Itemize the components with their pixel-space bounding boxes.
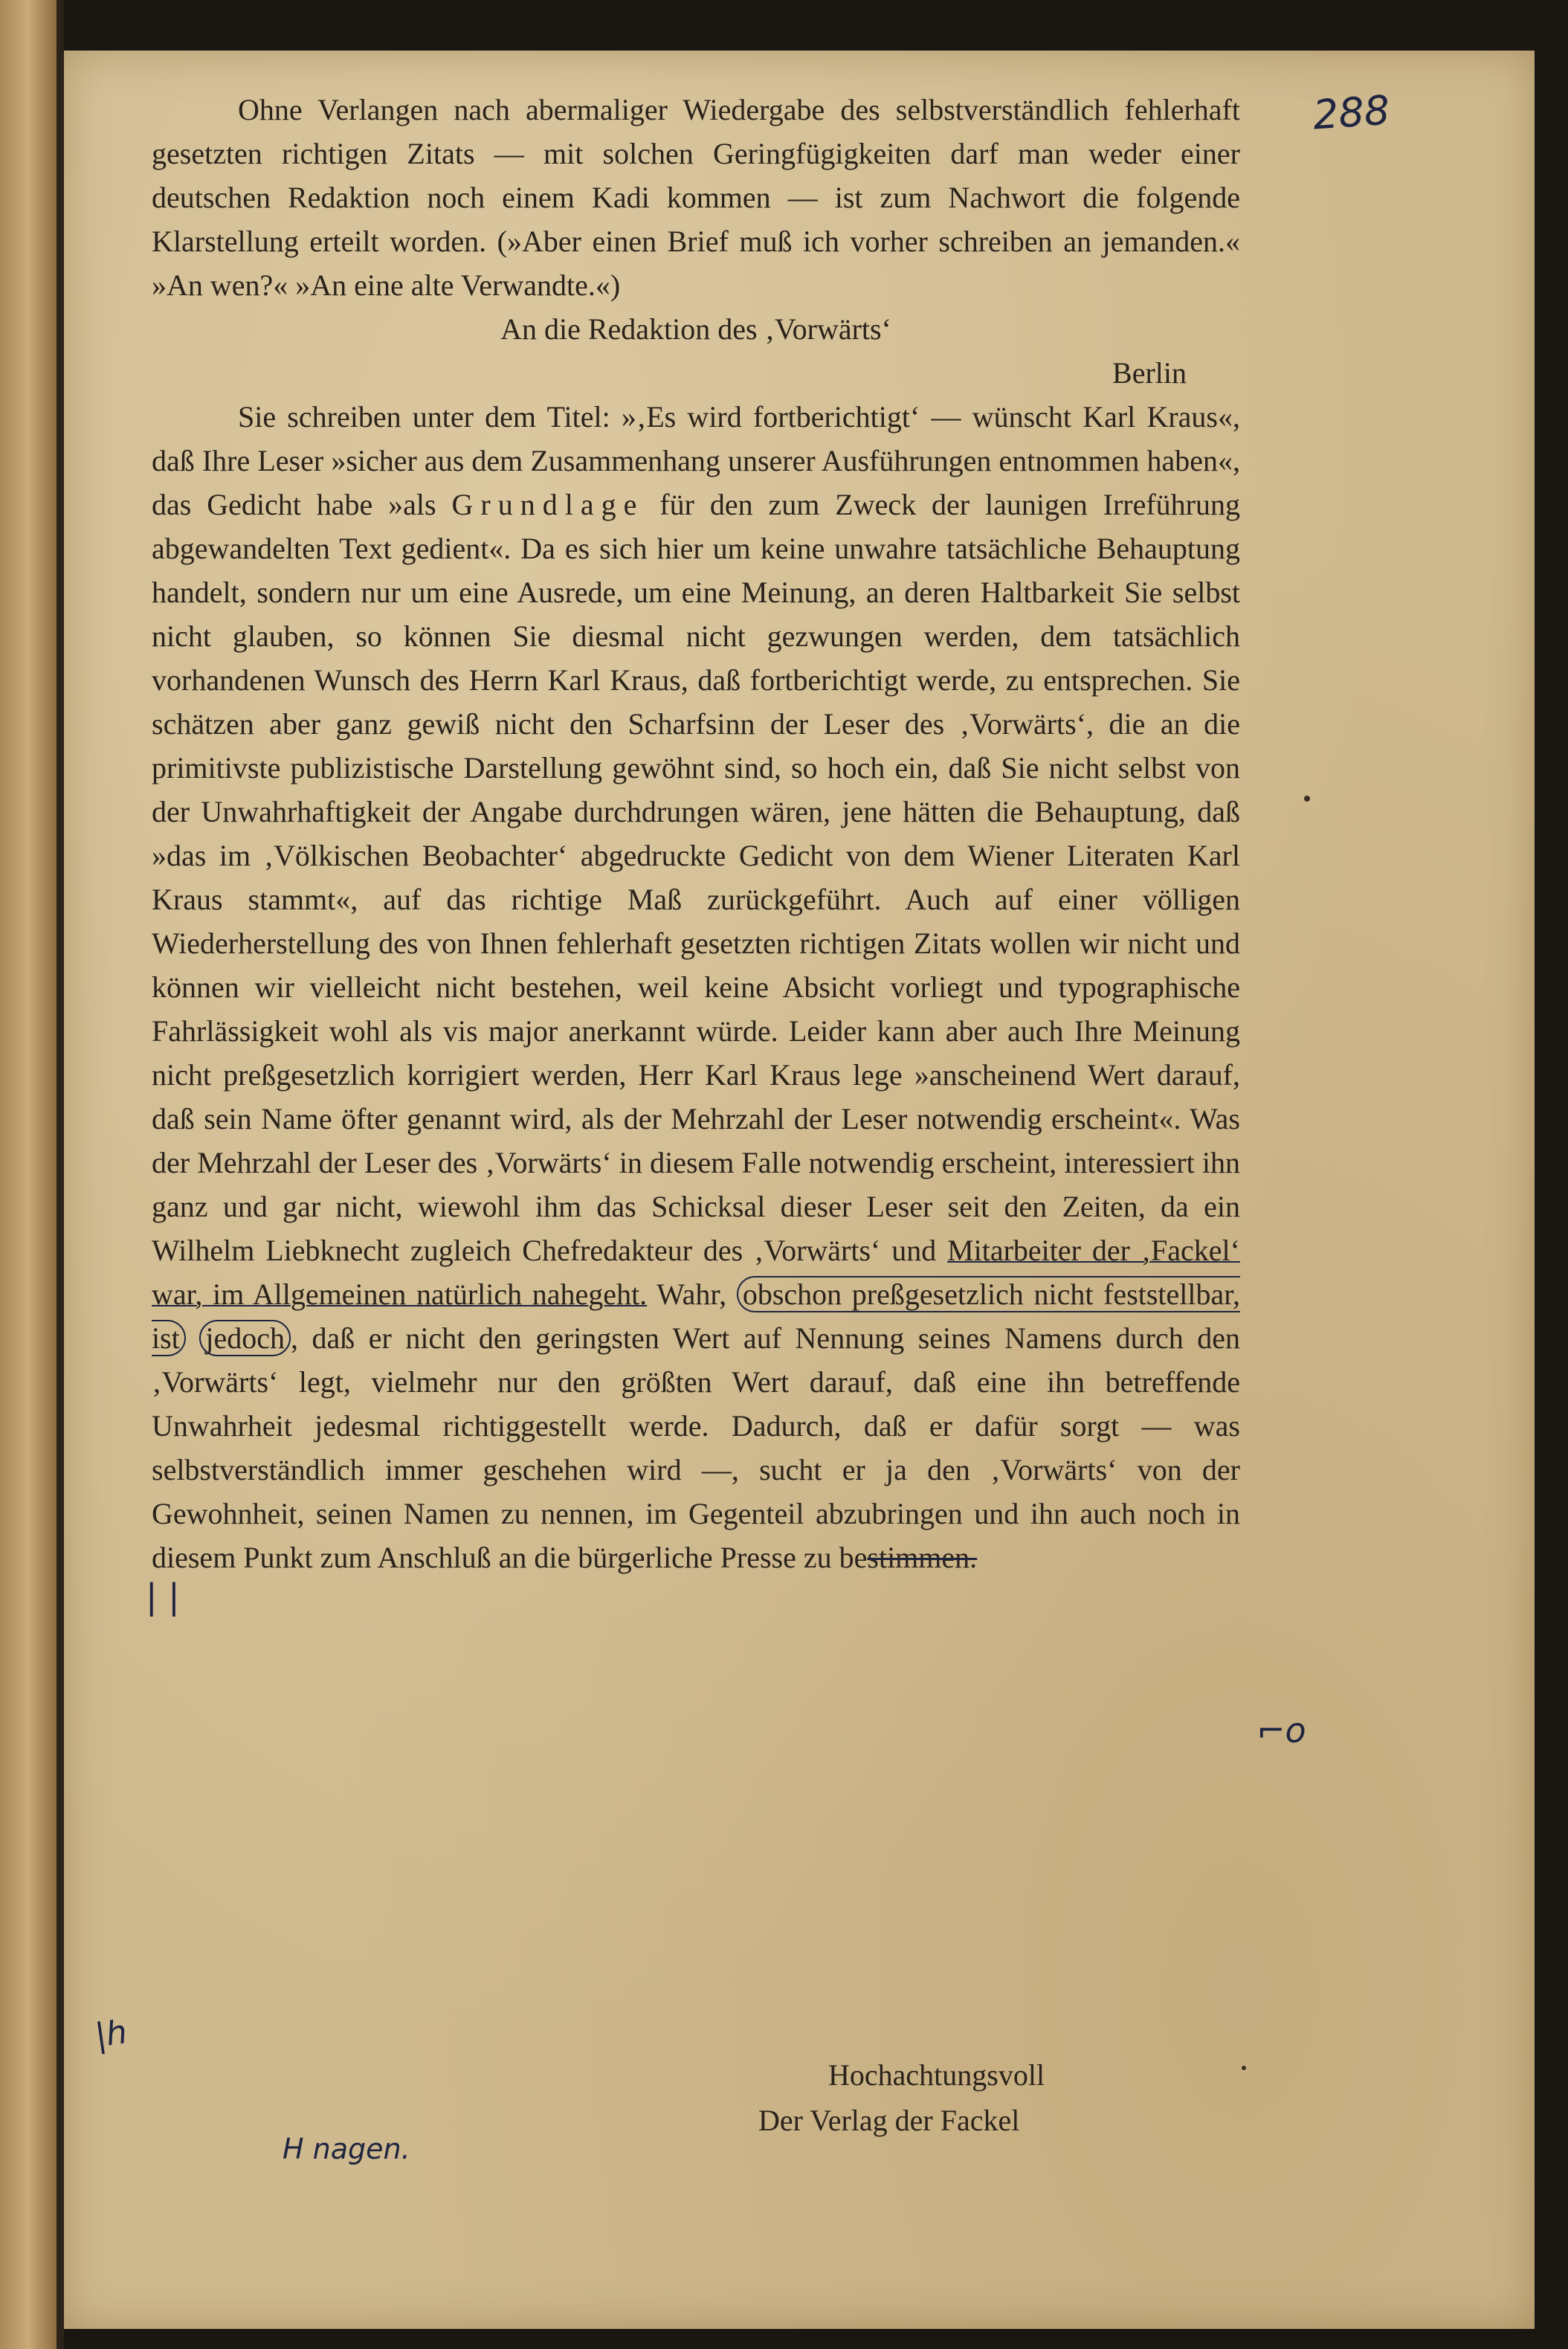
facing-page-edge xyxy=(0,0,57,2349)
page-number: 288 xyxy=(1311,86,1392,139)
underlined-passage: Mitarbeiter der ‚Fackel‘ war, im Allgemeinen natürlich nahegeht. xyxy=(152,1234,1240,1311)
letter-text: Sie schreiben unter dem Titel: »‚Es wird fortberichtigt‘ — wünscht Karl Kraus«, daß Ihre Leser »sicher aus dem Zusammenhang unserer Ausführungen entnommen haben«, das Gedicht habe »als xyxy=(152,400,1240,521)
closing-sender: Der Verlag der Fackel xyxy=(758,2104,1020,2137)
circled-word: jedoch xyxy=(199,1320,291,1356)
closing-salutation: Hochachtungsvoll xyxy=(828,2058,1045,2092)
letter-text: für den zum Zweck der launigen Irreführung abgewandelten Text gedient«. Da es sich hier um keine unwahre tatsächliche Behauptung handelt, sondern nur um eine Ausrede, um eine Meinung, an deren Haltbarkeit Sie selbst nicht glauben, so können Sie diesmal nicht gezwungen werden, dem tatsächlich vorhandenen Wunsch des Herrn Karl Kraus, daß fortberichtigt werde, zu entsprechen. Sie schätzen aber ganz gewiß nicht den Scharfsinn der Leser des ‚Vorwärts‘, die an die primitivste publizistische Darstellung gewöhnt sind, so hoch ein, daß Sie nicht selbst von der Unwahrhaftigkeit der Angabe durchdrungen wären, jene hätten die Behauptung, daß »das im ‚Völkischen Beobachter‘ abgedruckte Gedicht von dem Wiener Literaten Karl Kraus stammt«, auf das richtige Maß zurückgeführt. Auch auf einer völligen Wiederherstellung des von Ihnen fehlerhaft gesetzten richtigen Zitats wollen wir nicht und können wir vielleicht nicht bestehen, weil keine Absicht vorliegt und typographische Fahrlässigkeit wohl als vis major anerkannt würde. Leider kann aber auch Ihre Meinung nicht preßgesetzlich korrigiert werden, Herr Karl Kraus lege »anscheinend Wert darauf, daß sein Name öfter genannt wird, als der Mehrzahl der Leser notwendig erscheint«. Was der Mehrzahl der Leser des ‚Vorwärts‘ in diesem Falle notwendig erscheint, interessiert ihn ganz und gar nicht, wiewohl ihm das Schicksal dieser Leser seit den Zeiten, da ein Wilhelm Liebknecht zugleich Chefredakteur des ‚Vorwärts‘ und xyxy=(152,488,1240,1267)
margin-mark: | | xyxy=(146,1576,180,1617)
spaced-emphasis: Grundlage xyxy=(451,488,645,521)
body-text xyxy=(152,88,1240,1579)
book-gutter xyxy=(57,0,64,2349)
letter-text: , daß er nicht den geringsten Wert auf Nennung seines Namens durch den ‚Vorwärts‘ legt, vielmehr nur den größten Wert darauf, daß eine ihn betreffende Unwahrheit jedesmal richtiggestellt werde. Dadurch, daß er dafür sorgt — was selbstverständlich immer geschehen wird —, sucht er ja den ‚Vorwärts‘ von der Gewohnheit, seinen Namen zu nennen, im Gegenteil abzubringen und ihn auch noch in diesem Punkt zum Anschluß an die bürgerliche Presse zu be xyxy=(152,1321,1241,1574)
intro-paragraph: Ohne Verlangen nach abermaliger Wiedergabe des selbstverständlich fehlerhaft gesetzten richtigen Zitats — mit solchen Geringfügigkeiten darf man weder einer deutschen Redaktion noch einem Kadi kommen — ist zum Nachwort die folgende Klarstellung erteilt worden. (»Aber einen Brief muß ich vorher schreiben an jemanden.« »An wen?« »An eine alte Verwandte.«) xyxy=(152,93,1240,302)
letter-text: Wahr, xyxy=(647,1277,737,1311)
letter-text xyxy=(186,1321,200,1355)
closing-signature xyxy=(758,2052,1279,2143)
letter-paragraph xyxy=(152,395,1240,1579)
margin-mark: |h xyxy=(92,2013,130,2055)
struck-text: stimmen. xyxy=(867,1541,978,1574)
ink-speck xyxy=(1304,796,1310,802)
address-line-2: Berlin xyxy=(1112,356,1187,390)
margin-note-handwritten: H nagen. xyxy=(283,2133,410,2165)
address-line-1: An die Redaktion des ‚Vorwärts‘ xyxy=(500,312,891,346)
circled-passage: obschon preßgesetzlich nicht feststellbar, ist xyxy=(152,1277,1241,1355)
margin-mark: ⌐o xyxy=(1256,1710,1306,1750)
